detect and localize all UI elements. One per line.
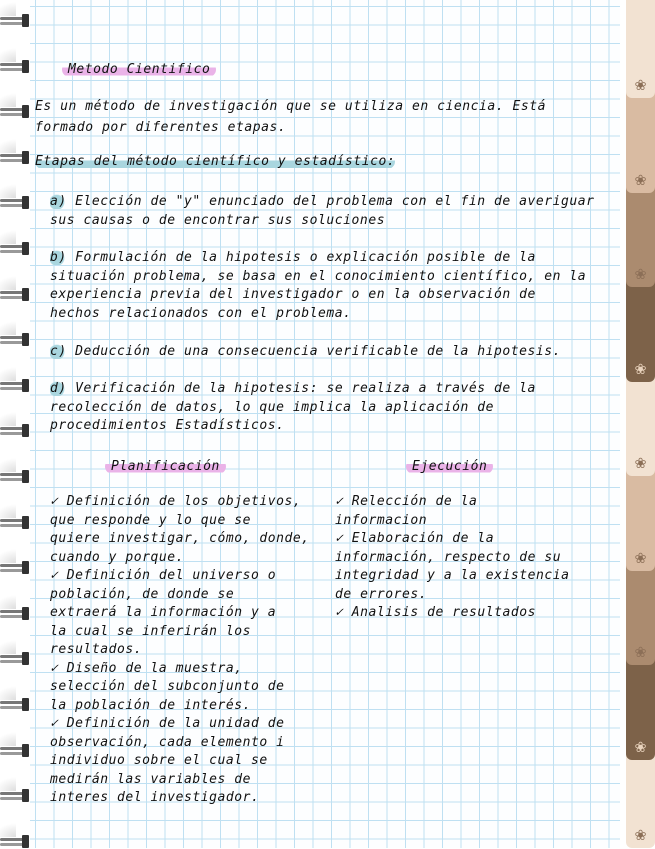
- stage-line: [50, 249, 586, 268]
- list-line: quiere investigar, cómo, donde,: [50, 531, 310, 546]
- list-line: que responde y lo que se: [50, 512, 252, 528]
- spiral-ring: [0, 60, 32, 74]
- stage-letter: d): [50, 381, 67, 396]
- section-tab[interactable]: [626, 91, 655, 193]
- stage-line: [50, 343, 561, 362]
- flower-icon: ❀: [635, 735, 646, 757]
- list-line: medirán las variables de: [50, 771, 252, 787]
- stage-letter: a): [50, 194, 67, 209]
- list-line: extraerá la información y a: [50, 605, 277, 620]
- flower-icon: ❀: [635, 263, 646, 284]
- planning-list: [50, 493, 310, 808]
- stage-line: [50, 305, 586, 324]
- list-line: información, respecto de su: [335, 549, 562, 565]
- stage-line: [50, 268, 586, 287]
- spiral-ring: [0, 516, 32, 530]
- stage-text: experiencia previa del investigador o en la observación de: [50, 287, 536, 302]
- spiral-ring: [0, 698, 32, 712]
- spiral-ring: [0, 744, 32, 758]
- list-line: de errores.: [335, 586, 428, 602]
- section-tab[interactable]: [626, 0, 655, 98]
- spiral-ring: [0, 14, 32, 28]
- stage-letter: b): [50, 250, 67, 265]
- flower-icon: ❀: [635, 357, 646, 379]
- spiral-ring: [0, 288, 32, 302]
- spiral-ring: [0, 242, 32, 256]
- stage-text: situación problema, se basa en el conocimiento científico, en la: [50, 268, 587, 284]
- list-line: ✓ Diseño de la muestra,: [50, 660, 243, 676]
- stage-text: sus causas o de encontrar sus soluciones: [50, 212, 386, 228]
- stage-item: [50, 249, 586, 323]
- spiral-binding: [0, 0, 34, 848]
- list-line: la cual se inferirán los: [50, 623, 252, 639]
- section-tab[interactable]: [626, 563, 655, 665]
- stage-text: recolección de datos, lo que implica la aplicación de: [50, 399, 494, 415]
- section-tabs: [626, 0, 655, 848]
- stage-text: Verificación de la hipotesis: se realiza a través de la: [66, 381, 536, 396]
- execution-heading: [406, 458, 493, 477]
- list-line: ✓ Relección de la: [335, 494, 478, 509]
- list-line: individuo sobre el cual se: [50, 753, 268, 768]
- spiral-ring: [0, 424, 32, 438]
- stage-item: [50, 343, 561, 362]
- intro-line: Es un método de investigación que se utiliza en ciencia. Está: [35, 99, 546, 114]
- spiral-ring: [0, 333, 32, 347]
- list-line: selección del subconjunto de: [50, 679, 285, 694]
- list-line: cuando y porque.: [50, 549, 185, 565]
- planning-heading: [105, 458, 226, 477]
- section-tab[interactable]: [626, 658, 655, 760]
- spiral-ring: [0, 835, 32, 849]
- stage-text: Elección de "y" enunciado del problema con el fin de averiguar: [66, 194, 595, 209]
- section-tab[interactable]: [626, 374, 655, 476]
- flower-icon: ❀: [635, 168, 646, 190]
- list-line: informacion: [335, 512, 428, 528]
- stage-text: hechos relacionados con el problema.: [50, 305, 352, 321]
- spiral-ring: [0, 561, 32, 575]
- intro-line: formado por diferentes etapas.: [35, 120, 287, 135]
- planning-heading-text: Planificación: [105, 459, 226, 474]
- stage-item: [50, 193, 595, 230]
- list-line: ✓ Elaboración de la: [335, 531, 495, 546]
- spiral-ring: [0, 379, 32, 393]
- stage-text: Deducción de una consecuencia verificable de la hipotesis.: [66, 344, 561, 359]
- flower-icon: ❀: [635, 546, 646, 568]
- spiral-ring: [0, 105, 32, 119]
- spiral-ring: [0, 652, 32, 666]
- stage-item: [50, 380, 536, 436]
- list-line: ✓ Analisis de resultados: [335, 605, 537, 620]
- stage-line: [50, 193, 595, 212]
- flower-icon: ❀: [635, 824, 646, 845]
- section-tab[interactable]: [626, 185, 655, 287]
- spiral-ring: [0, 196, 32, 210]
- execution-heading-text: Ejecución: [406, 459, 493, 474]
- stage-line: [50, 417, 536, 436]
- section-tab[interactable]: [626, 280, 655, 382]
- intro-paragraph: [35, 96, 546, 138]
- spiral-ring: [0, 789, 32, 803]
- list-line: población, de donde se: [50, 586, 235, 602]
- spiral-ring: [0, 470, 32, 484]
- list-line: la población de interés.: [50, 697, 252, 713]
- stages-heading-text: Etapas del método científico y estadístico:: [35, 154, 396, 169]
- flower-icon: ❀: [635, 641, 646, 662]
- page-title: [62, 61, 216, 80]
- list-line: integridad y a la existencia: [335, 568, 570, 583]
- stages-heading: [35, 153, 395, 172]
- spiral-ring: [0, 151, 32, 165]
- stage-text: Formulación de la hipotesis o explicación posible de la: [66, 250, 536, 265]
- execution-list: [335, 493, 570, 623]
- list-line: observación, cada elemento i: [50, 734, 285, 750]
- stage-line: [50, 286, 586, 305]
- list-line: ✓ Definición de los objetivos,: [50, 494, 302, 509]
- stage-line: [50, 399, 536, 418]
- stage-text: procedimientos Estadísticos.: [50, 418, 285, 433]
- title-text: Metodo Cientifico: [62, 62, 216, 77]
- flower-icon: ❀: [635, 74, 646, 95]
- list-line: resultados.: [50, 642, 143, 657]
- list-line: interes del investigador.: [50, 790, 260, 805]
- stage-line: [50, 380, 536, 399]
- flower-icon: ❀: [635, 452, 646, 473]
- section-tab[interactable]: [626, 752, 655, 848]
- stage-letter: c): [50, 344, 67, 359]
- stage-line: [50, 212, 595, 231]
- list-line: ✓ Definición del universo o: [50, 568, 277, 583]
- section-tab[interactable]: [626, 469, 655, 571]
- list-line: ✓ Definición de la unidad de: [50, 716, 285, 731]
- spiral-ring: [0, 607, 32, 621]
